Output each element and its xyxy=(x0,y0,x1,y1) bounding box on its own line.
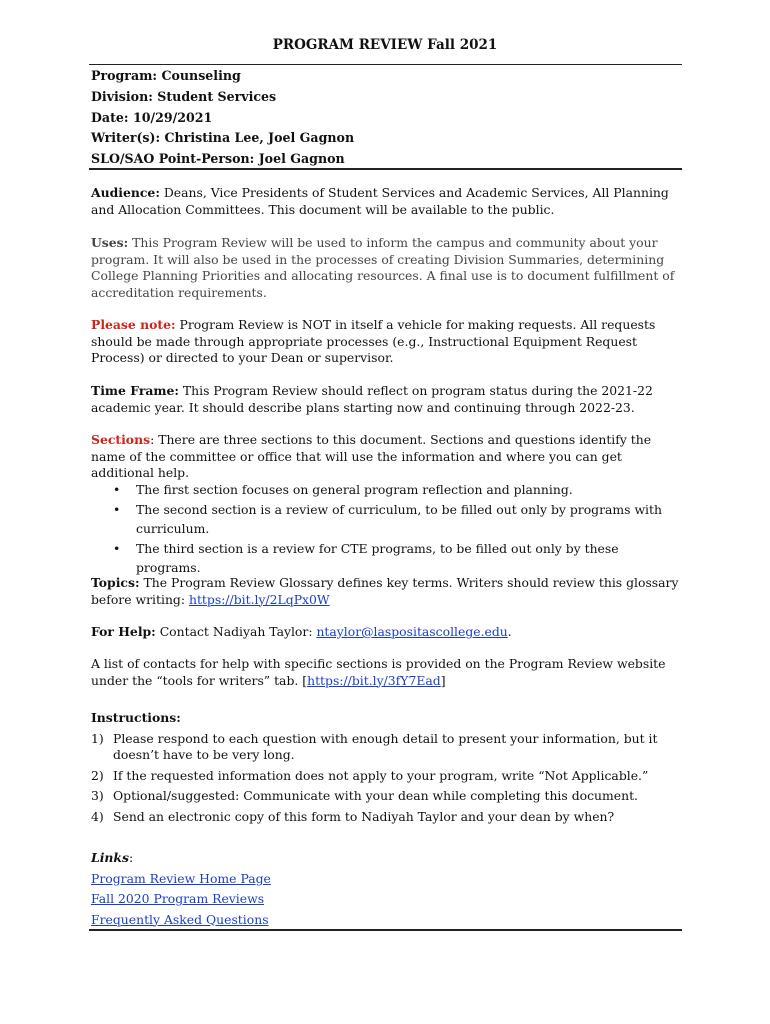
contacts-text: A list of contacts for help with specific sections is provided on the Program Review website under the “tools for writers” tab. [ xyxy=(91,656,666,688)
list-item: • The first section focuses on general program reflection and planning. xyxy=(91,480,683,500)
topics-paragraph xyxy=(91,575,683,608)
meta-writers: Writer(s): Christina Lee, Joel Gagnon xyxy=(91,130,355,145)
meta-division: Division: Student Services xyxy=(91,89,277,104)
topics-label: Topics: xyxy=(91,575,140,590)
meta-program: Program: Counseling xyxy=(91,68,241,83)
meta-point-person: SLO/SAO Point-Person: Joel Gagnon xyxy=(91,151,345,166)
instructions-section xyxy=(91,710,683,830)
time-frame-text: This Program Review should reflect on program status during the 2021-22 academic year. It should describe plans starting now and continuing through 2022-23. xyxy=(91,383,653,415)
help-paragraph: For Help: Contact Nadiyah Taylor: ntaylor@laspositascollege.edu. xyxy=(91,624,512,639)
list-item: 3) Optional/suggested: Communicate with your dean while completing this document. xyxy=(91,788,638,804)
audience-label: Audience: xyxy=(91,185,160,200)
sections-text: There are three sections to this document. Sections and questions identify the name of the committee or office that will use the information and where you can get additional help. xyxy=(91,432,652,481)
links-section xyxy=(91,848,271,930)
page-title: PROGRAM REVIEW Fall 2021 xyxy=(272,37,498,53)
instructions-heading: Instructions: xyxy=(91,710,181,725)
please-note-label: Please note: xyxy=(91,317,176,332)
please-note-paragraph xyxy=(91,317,683,367)
glossary-link[interactable]: https://bit.ly/2LqPx0W xyxy=(188,591,330,607)
topics-text: The Program Review Glossary defines key terms. Writers should review this glossary before writing: xyxy=(91,575,679,607)
sections-paragraph xyxy=(91,432,683,482)
help-email-link[interactable]: ntaylor@laspositascollege.edu xyxy=(316,624,508,639)
bullet-icon: • xyxy=(113,501,121,517)
tools-for-writers-link[interactable]: https://bit.ly/3fY7Ead xyxy=(307,672,441,688)
faq-link[interactable]: Frequently Asked Questions xyxy=(91,911,269,927)
list-item: 1) Please respond to each question with enough detail to present your information, but it doesn’t have to be very long. xyxy=(91,730,658,763)
help-label: For Help: xyxy=(91,624,156,639)
uses-text: This Program Review will be used to inform the campus and community about your program. It will also be used in the processes of creating Division Summaries, determining College Planning Priorities and allocating resources. A final use is to document fulfillment of accreditation requirements. xyxy=(91,235,675,300)
fall-2020-reviews-link[interactable]: Fall 2020 Program Reviews xyxy=(91,891,265,906)
sections-colon: : xyxy=(150,432,155,447)
list-item: 2) If the requested information does not apply to your program, write “Not Applicable.” xyxy=(91,767,649,783)
uses-paragraph xyxy=(91,235,683,301)
list-item: 4) Send an electronic copy of this form to Nadiyah Taylor and your dean by when? xyxy=(91,808,615,824)
audience-text: Deans, Vice Presidents of Student Services and Academic Services, All Planning and Allocation Committees. This document will be available to the public. xyxy=(91,185,669,217)
list-item: • The second section is a review of curriculum, to be filled out only by programs with curriculum. xyxy=(113,501,662,537)
help-text: Contact Nadiyah Taylor: xyxy=(155,624,317,639)
sections-bullet-list xyxy=(91,480,683,578)
contacts-paragraph: A list of contacts for help with specific sections is provided on the Program Review website under the “tools for writers” tab. [https://bit.ly/3fY7Ead] xyxy=(91,656,666,688)
bullet-icon: • xyxy=(113,482,121,497)
meta-divider xyxy=(89,168,682,170)
program-review-home-link[interactable]: Program Review Home Page xyxy=(91,870,271,886)
uses-label: Uses: xyxy=(91,235,129,250)
time-frame-label: Time Frame: xyxy=(91,383,179,398)
links-heading: Links: xyxy=(91,850,134,865)
bullet-icon: • xyxy=(113,540,121,556)
meta-date: Date: 10/29/2021 xyxy=(91,110,213,125)
audience-paragraph xyxy=(91,185,683,218)
sections-label: Sections xyxy=(91,432,151,447)
list-item: • The third section is a review for CTE programs, to be filled out only by these programs. xyxy=(113,540,619,576)
time-frame-paragraph xyxy=(91,383,683,416)
header-divider xyxy=(89,64,682,65)
footer-divider xyxy=(89,929,682,931)
please-note-text: Program Review is NOT in itself a vehicle for making requests. All requests should be made through appropriate processes (e.g., Instructional Equipment Request Process) or directed to your Dean or supervisor. xyxy=(91,317,656,366)
